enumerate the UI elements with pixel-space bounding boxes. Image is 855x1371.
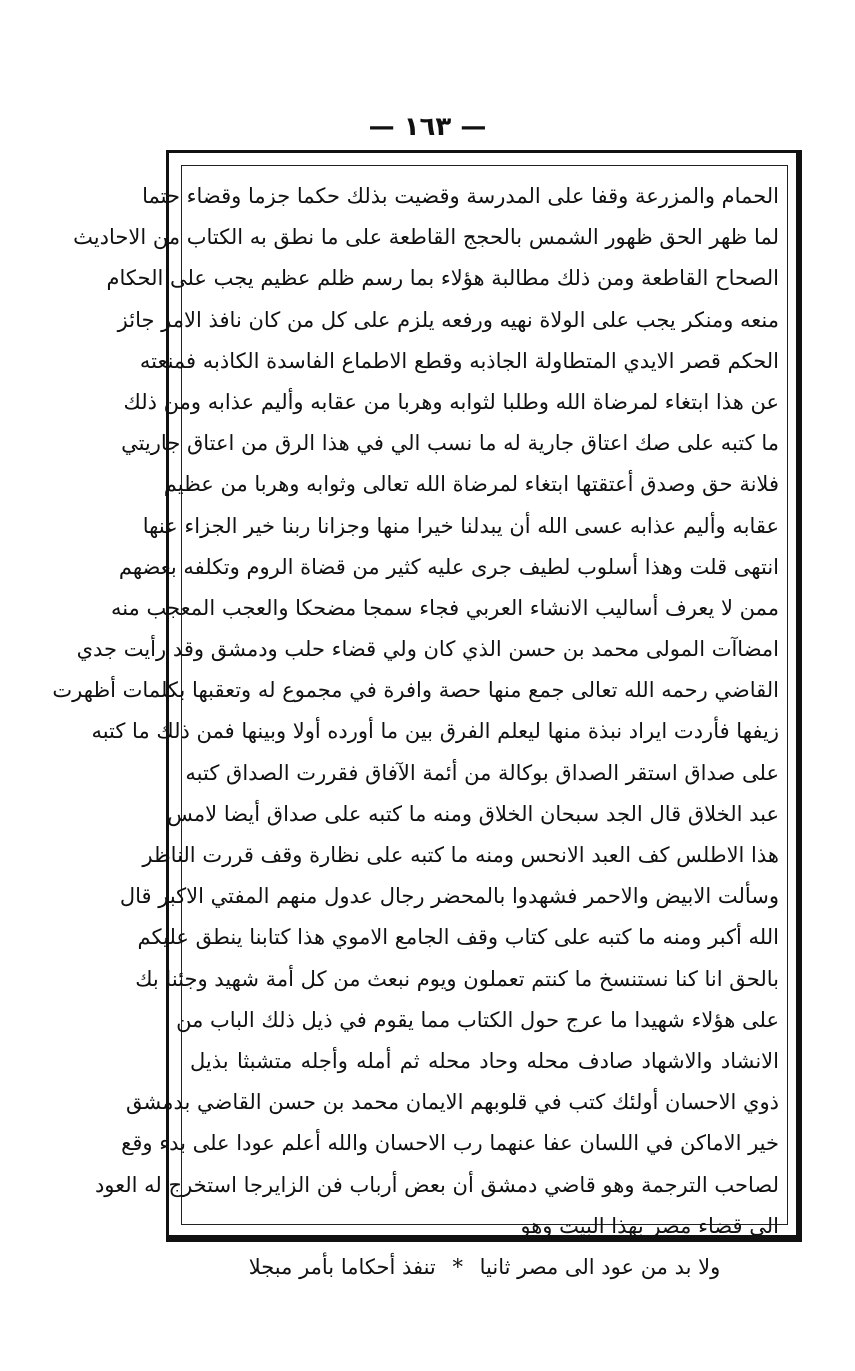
text-line: بالحق انا كنا نستنسخ ما كنتم تعملون ويوم نبعث من كل أمة شهيد وجئنا بك — [135, 966, 779, 991]
text-line: عبد الخلاق قال الجد سبحان الخلاق ومنه ما كتبه على صداق أيضا لامس — [167, 801, 779, 826]
text-line: الى قضاء مصر بهذا البيت وهو — [520, 1213, 779, 1238]
verse-hemistich-right: ولا بد من عود الى مصر ثانيا — [479, 1254, 721, 1279]
text-line: منعه ومنكر يجب على الولاة نهيه ورفعه يلزم على كل من كان نافذ الامر جائز — [117, 307, 779, 332]
text-line: على هؤلاء شهيدا ما عرج حول الكتاب مما يقوم في ذيل ذلك الباب من — [176, 1007, 779, 1032]
text-line: لصاحب الترجمة وهو قاضي دمشق أن بعض أرباب فن الزايرجا استخرج له العود — [94, 1172, 779, 1197]
page-number: — ١٦٣ — — [368, 112, 487, 142]
text-line: وسألت الابيض والاحمر فشهدوا بالمحضر رجال عدول منهم المفتي الاكبر قال — [119, 884, 779, 909]
text-line: الحمام والمزرعة وقفا على المدرسة وقضيت بذلك حكما جزما وقضاء حتما — [142, 184, 779, 208]
text-line: خير الاماكن في اللسان عفا عنهما رب الاحسان والله أعلم عودا على بدء وقع — [121, 1131, 779, 1156]
text-line: انتهى قلت وهذا أسلوب لطيف جرى عليه كثير من قضاة الروم وتكلفه بعضهم — [118, 554, 779, 579]
text-line: عن هذا ابتغاء لمرضاة الله وطلبا لثوابه وهربا من عقابه وأليم عذابه ومن ذلك — [123, 389, 779, 414]
text-line: الصحاح القاطعة ومن ذلك مطالبة هؤلاء بما رسم ظلم عظيم يجب على الحكام — [106, 266, 779, 291]
text-line: فلانة حق وصدق أعتقتها ابتغاء لمرضاة الله تعالى وثوابه وهربا من عظيم — [163, 472, 779, 497]
verse-hemistich-left: تنفذ أحكاما بأمر مبجلا — [248, 1254, 436, 1279]
text-line: الله أكبر ومنه ما كتبه على كتاب وقف الجامع الاموي هذا كتابنا ينطق عليكم — [137, 925, 779, 950]
text-line: ذوي الاحسان أولئك كتب في قلوبهم الايمان محمد بن حسن القاضي بدمشق — [125, 1090, 779, 1115]
text-line: عقابه وأليم عذابه عسى الله أن يبدلنا خيرا منها وجزانا ربنا خير الجزاء عنها — [142, 513, 779, 538]
text-line: على صداق استقر الصداق بوكالة من أئمة الآفاق فقررت الصداق كتبه — [185, 760, 779, 785]
text-line: امضاآت المولى محمد بن حسن الذي كان ولي قضاء حلب ودمشق وقد رأيت جدي — [76, 637, 779, 662]
page-frame-inner — [52, 165, 788, 1279]
text-line: الانشاد والاشهاد صادف محله وحاد محله ثم أمله وأجله متشبثا بذيل — [190, 1048, 779, 1073]
text-line: الحكم قصر الايدي المتطاولة الجاذبه وقطع الاطماع الفاسدة الكاذبه فمنعته — [139, 348, 779, 373]
verse-separator: * — [452, 1254, 463, 1279]
text-line: زيفها فأردت ايراد نبذة منها ليعلم الفرق بين ما أورده أولا وبينها فمن ذلك ما كتبه — [91, 719, 779, 744]
text-line: ما كتبه على صك اعتاق جارية له ما نسب الي في هذا الرق من اعتاق جاريتي — [121, 431, 779, 456]
text-line: ممن لا يعرف أساليب الانشاء العربي فجاء سمجا مضحكا والعجب المعجب منه — [110, 595, 779, 620]
text-line: لما ظهر الحق ظهور الشمس بالحجج القاطعة على ما نطق به الكتاب من الاحاديث — [73, 225, 779, 250]
body-text — [52, 176, 779, 1288]
text-line: هذا الاطلس كف العبد الانحس ومنه ما كتبه على نظارة وقف قررت الناظر — [142, 843, 779, 867]
text-line: القاضي رحمه الله تعالى جمع منها حصة وافرة في مجموع له وتعقبها بكلمات أظهرت — [52, 678, 779, 703]
verse-line — [190, 1247, 779, 1288]
page-frame — [52, 150, 802, 1279]
